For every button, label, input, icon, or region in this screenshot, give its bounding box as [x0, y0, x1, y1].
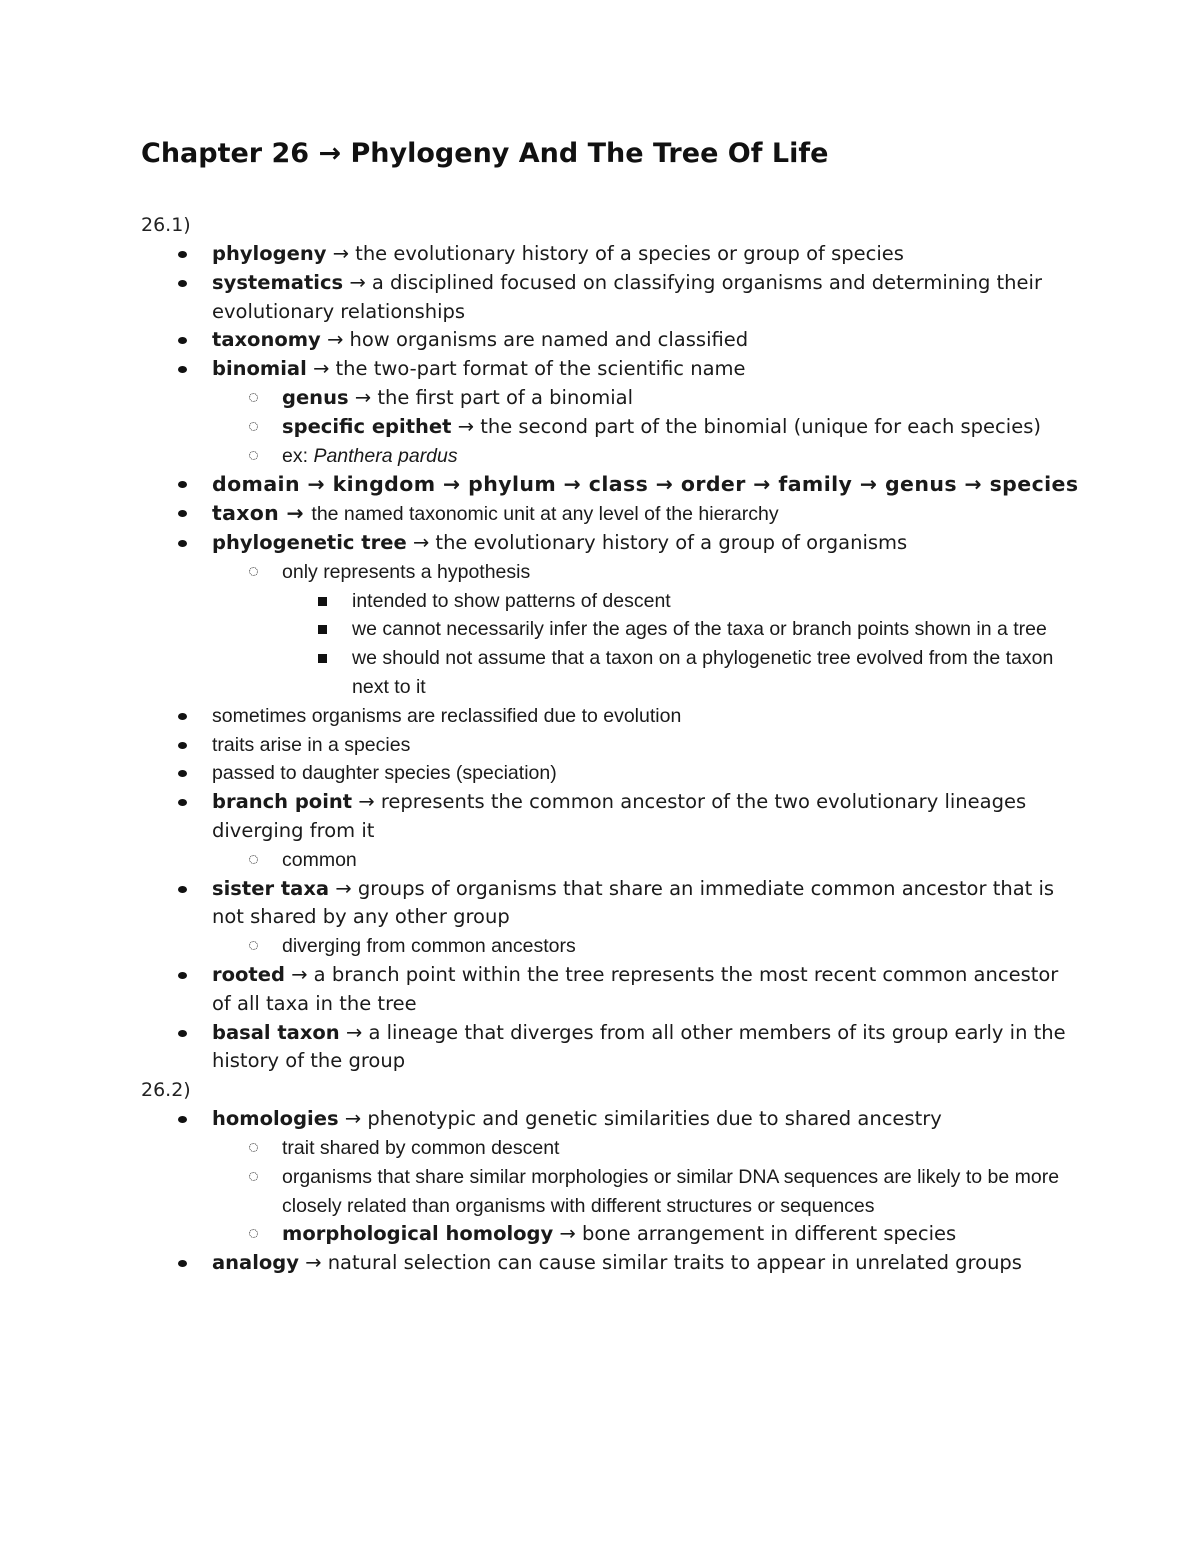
list-item-traits: traits arise in a species [141, 731, 1081, 760]
list-item-taxon: taxon → the named taxonomic unit at any level of the hierarchy [141, 499, 1081, 529]
list-item-morphologies: organisms that share similar morphologies or similar DNA sequences are likely to be more closely related than organisms with different structures or sequences [141, 1163, 1081, 1221]
term: taxonomy [212, 328, 321, 352]
hollow-bullet-icon [249, 855, 258, 864]
definition: a lineage that diverges from all other members of its group early in the history of the group [212, 1020, 1066, 1073]
square-bullet-icon [318, 654, 327, 663]
page-title: Chapter 26 → Phylogeny And The Tree Of Life [141, 138, 829, 169]
definition: the second part of the binomial (unique for each species) [480, 414, 1041, 438]
definition: how organisms are named and classified [349, 328, 749, 352]
bullet-icon [178, 540, 187, 547]
definition: represents the common ancestor of the two evolutionary lineages diverging from it [212, 790, 1027, 842]
list-item-example: ex: Panthera pardus [141, 442, 1081, 471]
definition: phenotypic and genetic similarities due to shared ancestry [367, 1107, 942, 1131]
term: binomial [212, 357, 307, 381]
term: analogy [212, 1251, 299, 1275]
section-label-26-1: 26.1) [141, 214, 191, 236]
square-bullet-icon [318, 625, 327, 634]
list-item-common: common [141, 846, 1081, 875]
bullet-icon [178, 366, 187, 373]
list-item-diverging: diverging from common ancestors [141, 932, 1081, 961]
section-label-26-2: 26.2) [141, 1079, 191, 1102]
list-item-specific-epithet: specific epithet → the second part of the binomial (unique for each species) [141, 413, 1081, 442]
list-item-descent: intended to show patterns of descent [141, 587, 1081, 616]
bullet-icon [178, 251, 187, 258]
term: basal taxon [212, 1020, 340, 1044]
bullet-icon [178, 280, 187, 287]
notes-body [141, 211, 1081, 1278]
definition: bone arrangement in different species [581, 1222, 957, 1246]
section-26-1-list [141, 240, 1081, 1076]
bullet-icon [178, 972, 187, 979]
example-species: Panthera pardus [313, 444, 458, 467]
list-item-taxonomy: taxonomy → how organisms are named and classified [141, 326, 1081, 355]
list-item-analogy: analogy → natural selection can cause similar traits to appear in unrelated groups [141, 1249, 1081, 1278]
list-item-phylogeny: phylogeny → the evolutionary history of a species or group of species [141, 240, 1081, 269]
list-item-assume: we should not assume that a taxon on a phylogenetic tree evolved from the taxon next to it [141, 644, 1081, 702]
term: branch point [212, 790, 353, 814]
list-item-phylogenetic-tree: phylogenetic tree → the evolutionary history of a group of organisms [141, 529, 1081, 558]
list-item-basal-taxon: basal taxon → a lineage that diverges from all other members of its group early in the history of the group [141, 1019, 1081, 1077]
hollow-bullet-icon [249, 1229, 258, 1238]
bullet-icon [178, 770, 187, 777]
list-item-genus: genus → the first part of a binomial [141, 384, 1081, 413]
term: phylogeny [212, 242, 327, 265]
section-26-2-list [141, 1105, 1081, 1278]
term: specific epithet [282, 414, 452, 438]
term: homologies [212, 1107, 339, 1131]
term: rooted [212, 962, 285, 986]
list-item-trait-shared: trait shared by common descent [141, 1134, 1081, 1163]
bullet-icon [178, 742, 187, 749]
taxonomic-hierarchy: domain → kingdom → phylum → class → order → family → genus → species [212, 472, 1079, 497]
term: taxon [212, 501, 280, 526]
definition: the evolutionary history of a group of organisms [435, 530, 908, 554]
list-item-hypothesis: only represents a hypothesis [141, 558, 1081, 587]
definition: the named taxonomic unit at any level of the hierarchy [311, 503, 779, 526]
list-item-branch-point: branch point → represents the common ancestor of the two evolutionary lineages diverging from it [141, 788, 1081, 846]
list-item-ages: we cannot necessarily infer the ages of the taxa or branch points shown in a tree [141, 615, 1081, 644]
hollow-bullet-icon [249, 1143, 258, 1152]
square-bullet-icon [318, 597, 327, 606]
hollow-bullet-icon [249, 393, 258, 402]
list-item-sister-taxa: sister taxa → groups of organisms that share an immediate common ancestor that is not shared by any other group [141, 875, 1081, 933]
term: genus [282, 385, 349, 409]
definition: a branch point within the tree represents the most recent common ancestor of all taxa in the tree [212, 962, 1059, 1015]
bullet-icon [178, 886, 187, 893]
list-item-hierarchy [141, 470, 1081, 499]
bullet-icon [178, 1116, 187, 1123]
term: systematics [212, 270, 344, 294]
hollow-bullet-icon [249, 1172, 258, 1181]
hollow-bullet-icon [249, 422, 258, 431]
hollow-bullet-icon [249, 451, 258, 460]
term: morphological homology [282, 1222, 554, 1246]
list-item-rooted: rooted → a branch point within the tree represents the most recent common ancestor of all taxa in the tree [141, 961, 1081, 1019]
term: sister taxa [212, 876, 330, 900]
bullet-icon [178, 1030, 187, 1037]
list-item-binomial: binomial → the two-part format of the scientific name [141, 355, 1081, 384]
bullet-icon [178, 1260, 187, 1267]
bullet-icon [178, 337, 187, 344]
term: phylogenetic tree [212, 530, 407, 554]
definition: natural selection can cause similar traits to appear in unrelated groups [327, 1251, 1022, 1275]
definition: the first part of a binomial [377, 385, 634, 409]
definition: the two-part format of the scientific name [335, 357, 746, 381]
list-item-systematics: systematics → a disciplined focused on classifying organisms and determining their evolutionary relationships [141, 269, 1081, 327]
list-item-morphological-homology: morphological homology → bone arrangement in different species [141, 1220, 1081, 1249]
bullet-icon [178, 713, 187, 720]
hollow-bullet-icon [249, 567, 258, 576]
bullet-icon [178, 510, 187, 517]
list-item-reclassified: sometimes organisms are reclassified due to evolution [141, 702, 1081, 731]
list-item-speciation: passed to daughter species (speciation) [141, 759, 1081, 788]
list-item-homologies: homologies → phenotypic and genetic similarities due to shared ancestry [141, 1105, 1081, 1134]
bullet-icon [178, 481, 187, 488]
bullet-icon [178, 799, 187, 806]
definition: the evolutionary history of a species or group of species [355, 242, 904, 265]
definition: groups of organisms that share an immediate common ancestor that is not shared by any other group [212, 876, 1055, 929]
definition: a disciplined focused on classifying organisms and determining their evolutionary relationships [212, 270, 1042, 323]
hollow-bullet-icon [249, 941, 258, 950]
